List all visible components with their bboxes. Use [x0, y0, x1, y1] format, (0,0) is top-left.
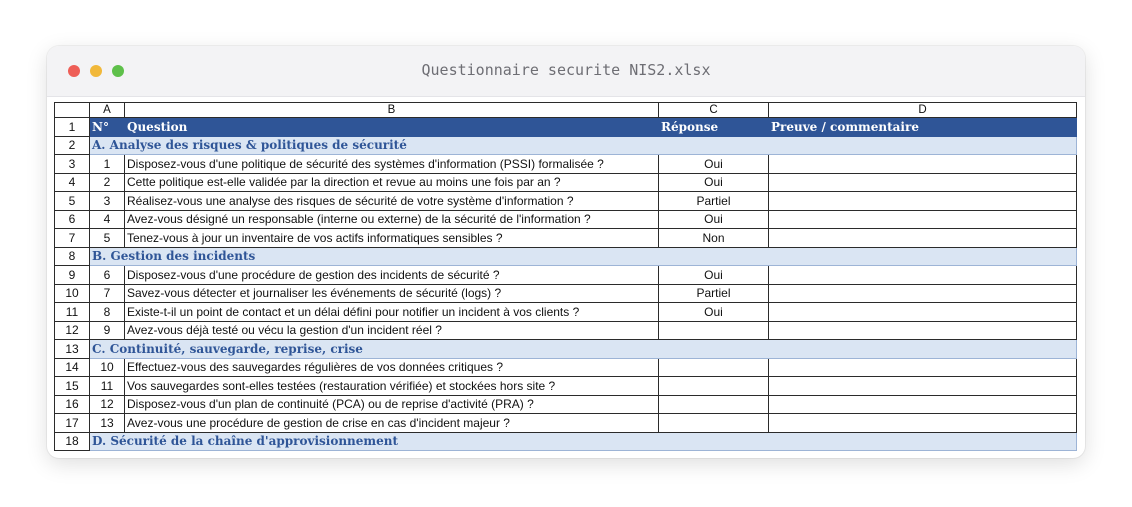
- question-row: [55, 229, 1077, 248]
- question-number-cell[interactable]: 11: [90, 377, 125, 396]
- row-number[interactable]: 16: [55, 395, 90, 414]
- question-row: [55, 321, 1077, 340]
- column-header-b[interactable]: B: [125, 103, 659, 118]
- question-text-cell[interactable]: Avez-vous une procédure de gestion de crise en cas d'incident majeur ?: [125, 414, 659, 433]
- response-cell[interactable]: Partiel: [659, 284, 769, 303]
- header-cell-num[interactable]: N°: [90, 118, 125, 137]
- question-row: [55, 414, 1077, 433]
- row-number[interactable]: 10: [55, 284, 90, 303]
- section-title-cell[interactable]: C. Continuité, sauvegarde, reprise, crise: [90, 340, 1077, 359]
- row-number[interactable]: 3: [55, 155, 90, 174]
- question-number-cell[interactable]: 3: [90, 192, 125, 211]
- section-row: [55, 247, 1077, 266]
- header-cell-proof[interactable]: Preuve / commentaire: [769, 118, 1077, 137]
- row-number[interactable]: 13: [55, 340, 90, 359]
- section-title-cell[interactable]: D. Sécurité de la chaîne d'approvisionnement: [90, 432, 1077, 451]
- column-header-d[interactable]: D: [769, 103, 1077, 118]
- response-cell[interactable]: Oui: [659, 210, 769, 229]
- question-text-cell[interactable]: Disposez-vous d'une procédure de gestion des incidents de sécurité ?: [125, 266, 659, 285]
- question-text-cell[interactable]: Savez-vous détecter et journaliser les événements de sécurité (logs) ?: [125, 284, 659, 303]
- question-number-cell[interactable]: 8: [90, 303, 125, 322]
- row-number[interactable]: 18: [55, 432, 90, 451]
- row-number[interactable]: 11: [55, 303, 90, 322]
- row-number[interactable]: 5: [55, 192, 90, 211]
- row-number[interactable]: 8: [55, 247, 90, 266]
- proof-cell[interactable]: [769, 358, 1077, 377]
- question-text-cell[interactable]: Disposez-vous d'une politique de sécurité des systèmes d'information (PSSI) formalisée ?: [125, 155, 659, 174]
- response-cell[interactable]: [659, 321, 769, 340]
- question-text-cell[interactable]: Disposez-vous d'un plan de continuité (PCA) ou de reprise d'activité (PRA) ?: [125, 395, 659, 414]
- proof-cell[interactable]: [769, 266, 1077, 285]
- row-number[interactable]: 9: [55, 266, 90, 285]
- section-row: [55, 136, 1077, 155]
- section-title-cell[interactable]: B. Gestion des incidents: [90, 247, 1077, 266]
- question-text-cell[interactable]: Existe-t-il un point de contact et un délai défini pour notifier un incident à vos clients ?: [125, 303, 659, 322]
- proof-cell[interactable]: [769, 173, 1077, 192]
- question-row: [55, 173, 1077, 192]
- row-number[interactable]: 1: [55, 118, 90, 137]
- section-row: [55, 432, 1077, 451]
- question-row: [55, 303, 1077, 322]
- question-number-cell[interactable]: 5: [90, 229, 125, 248]
- select-all-corner[interactable]: [55, 103, 90, 118]
- row-number[interactable]: 2: [55, 136, 90, 155]
- proof-cell[interactable]: [769, 321, 1077, 340]
- question-row: [55, 358, 1077, 377]
- question-number-cell[interactable]: 4: [90, 210, 125, 229]
- question-row: [55, 284, 1077, 303]
- response-cell[interactable]: Oui: [659, 266, 769, 285]
- question-row: [55, 155, 1077, 174]
- column-header-a[interactable]: A: [90, 103, 125, 118]
- spreadsheet-grid: [54, 102, 1077, 451]
- proof-cell[interactable]: [769, 395, 1077, 414]
- proof-cell[interactable]: [769, 192, 1077, 211]
- response-cell[interactable]: [659, 377, 769, 396]
- row-number[interactable]: 17: [55, 414, 90, 433]
- question-row: [55, 266, 1077, 285]
- header-cell-response[interactable]: Réponse: [659, 118, 769, 137]
- response-cell[interactable]: [659, 395, 769, 414]
- question-text-cell[interactable]: Tenez-vous à jour un inventaire de vos actifs informatiques sensibles ?: [125, 229, 659, 248]
- window-title: Questionnaire securite NIS2.xlsx: [421, 61, 711, 79]
- question-number-cell[interactable]: 6: [90, 266, 125, 285]
- response-cell[interactable]: Non: [659, 229, 769, 248]
- proof-cell[interactable]: [769, 155, 1077, 174]
- question-text-cell[interactable]: Avez-vous désigné un responsable (interne ou externe) de la sécurité de l'information ?: [125, 210, 659, 229]
- question-text-cell[interactable]: Cette politique est-elle validée par la direction et revue au moins une fois par an ?: [125, 173, 659, 192]
- row-number[interactable]: 12: [55, 321, 90, 340]
- proof-cell[interactable]: [769, 229, 1077, 248]
- question-text-cell[interactable]: Vos sauvegardes sont-elles testées (restauration vérifiée) et stockées hors site ?: [125, 377, 659, 396]
- row-number[interactable]: 4: [55, 173, 90, 192]
- proof-cell[interactable]: [769, 303, 1077, 322]
- proof-cell[interactable]: [769, 377, 1077, 396]
- proof-cell[interactable]: [769, 284, 1077, 303]
- response-cell[interactable]: [659, 414, 769, 433]
- header-row: [55, 118, 1077, 137]
- question-text-cell[interactable]: Réalisez-vous une analyse des risques de sécurité de votre système d'information ?: [125, 192, 659, 211]
- response-cell[interactable]: Oui: [659, 303, 769, 322]
- spreadsheet-window: [47, 46, 1085, 458]
- question-row: [55, 210, 1077, 229]
- response-cell[interactable]: [659, 358, 769, 377]
- question-number-cell[interactable]: 13: [90, 414, 125, 433]
- row-number[interactable]: 14: [55, 358, 90, 377]
- response-cell[interactable]: Oui: [659, 173, 769, 192]
- row-number[interactable]: 7: [55, 229, 90, 248]
- question-number-cell[interactable]: 12: [90, 395, 125, 414]
- question-row: [55, 377, 1077, 396]
- section-title-cell[interactable]: A. Analyse des risques & politiques de sécurité: [90, 136, 1077, 155]
- response-cell[interactable]: Partiel: [659, 192, 769, 211]
- column-header-c[interactable]: C: [659, 103, 769, 118]
- question-text-cell[interactable]: Avez-vous déjà testé ou vécu la gestion d'un incident réel ?: [125, 321, 659, 340]
- question-number-cell[interactable]: 2: [90, 173, 125, 192]
- response-cell[interactable]: Oui: [659, 155, 769, 174]
- question-number-cell[interactable]: 1: [90, 155, 125, 174]
- question-number-cell[interactable]: 10: [90, 358, 125, 377]
- row-number[interactable]: 15: [55, 377, 90, 396]
- row-number[interactable]: 6: [55, 210, 90, 229]
- question-row: [55, 395, 1077, 414]
- question-number-cell[interactable]: 7: [90, 284, 125, 303]
- column-header-row: [55, 103, 1077, 118]
- question-row: [55, 192, 1077, 211]
- header-cell-question[interactable]: Question: [125, 118, 659, 137]
- proof-cell[interactable]: [769, 210, 1077, 229]
- section-row: [55, 340, 1077, 359]
- proof-cell[interactable]: [769, 414, 1077, 433]
- question-number-cell[interactable]: 9: [90, 321, 125, 340]
- title-bar: [47, 46, 1085, 97]
- question-text-cell[interactable]: Effectuez-vous des sauvegardes régulières de vos données critiques ?: [125, 358, 659, 377]
